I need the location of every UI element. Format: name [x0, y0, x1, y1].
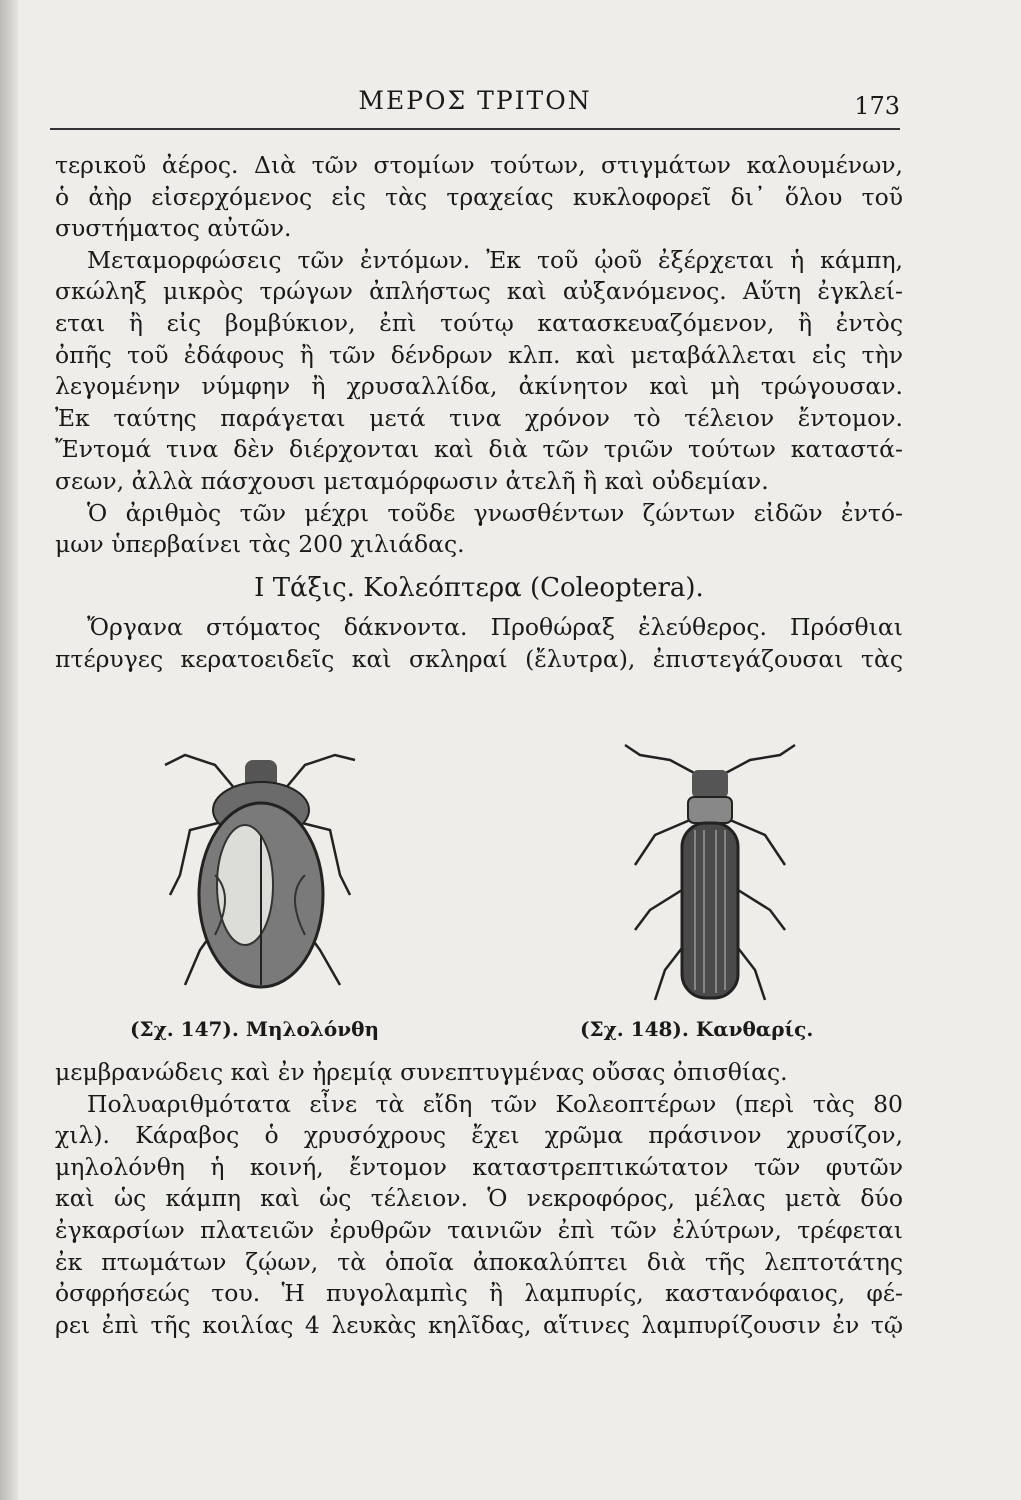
text-line: Ἔντομά τινα δὲν διέρχονται καὶ διὰ τῶν τριῶν τούτων καταστά-	[55, 435, 903, 464]
text-line: ἐγκαρσίων πλατειῶν ἐρυθρῶν ταινιῶν ἐπὶ τῶν ἐλύτρων, τρέφεται	[55, 1215, 903, 1244]
running-title: ΜΕΡΟΣ ΤΡΙΤΟΝ	[358, 86, 592, 115]
beetle-pronotum	[688, 797, 732, 823]
page-spine-shadow	[0, 0, 18, 1500]
text-line: Ἐκ ταύτης παράγεται μετά τινα χρόνον τὸ τέλειον ἔντομον.	[55, 403, 903, 432]
text-line: σεων, ἀλλὰ πάσχουσι μεταμόρφωσιν ἀτελῆ ἢ καὶ οὐδεμίαν.	[55, 466, 769, 495]
beetle-head	[692, 770, 728, 798]
text-line: εται ἢ εἰς βομβύκιον, ἐπὶ τούτῳ κατασκευαζόμενον, ἢ ἐντὸς	[55, 308, 903, 337]
cantharis-beetle-icon	[620, 735, 800, 1015]
text-line: σκώληξ μικρὸς τρώγων ἀπλήστως καὶ αὐξανόμενος. Αὕτη ἐγκλεί-	[55, 277, 903, 306]
text-line: πτέρυγες κερατοειδεῖς καὶ σκληραί (ἔλυτρα), ἐπιστεγάζουσαι τὰς	[55, 644, 903, 673]
text-line: καὶ ὡς κάμπη καὶ ὡς τέλειον. Ὁ νεκροφόρος, μέλας μετὰ δύο	[55, 1184, 903, 1213]
text-line: μηλολόνθη ἡ κοινή, ἔντομον καταστρεπτικώτατον τῶν φυτῶν	[55, 1152, 903, 1181]
beetle-body	[682, 823, 738, 998]
text-line: Ὄργανα στόματος δάκνοντα. Προθώραξ ἐλεύθερος. Πρόσθιαι	[87, 613, 903, 642]
figure-148-caption: (Σχ. 148). Κανθαρίς.	[580, 1017, 814, 1041]
text-line: Πολυαριθμότατα εἶνε τὰ εἴδη τῶν Κολεοπτέρων (περὶ τὰς 80	[87, 1089, 903, 1118]
text-line: ὀπῆς τοῦ ἐδάφους ἢ τῶν δένδρων κλπ. καὶ μεταβάλλεται εἰς τὴν	[55, 340, 903, 369]
figure-148	[620, 735, 800, 1015]
text-line: ὁ ἀὴρ εἰσερχόμενος εἰς τὰς τραχείας κυκλοφορεῖ δι᾽ ὅλου τοῦ	[55, 182, 903, 211]
figure-147-caption: (Σχ. 147). Μηλολόνθη	[130, 1017, 379, 1041]
text-line: λεγομένην νύμφην ἢ χρυσαλλίδα, ἀκίνητον καὶ μὴ τρώγουσαν.	[55, 372, 903, 401]
text-line: ρει ἐπὶ τῆς κοιλίας 4 λευκὰς κηλῖδας, αἵτινες λαμπυρίζουσιν ἐν τῷ	[55, 1310, 903, 1339]
text-line: τερικοῦ ἀέρος. Διὰ τῶν στομίων τούτων, στιγμάτων καλουμένων,	[55, 151, 903, 179]
bottom-text	[55, 1057, 903, 1341]
top-text	[55, 150, 903, 676]
text-line: ὀσφρήσεώς του. Ἡ πυγολαμπὶς ἢ λαμπυρίς, καστανόφαιος, φέ-	[55, 1279, 903, 1308]
text-line: συστήματος αὐτῶν.	[55, 214, 292, 243]
text-line: ἐκ πτωμάτων ζῴων, τὰ ὁποῖα ἀποκαλύπτει διὰ τῆς λεπτοτάτης	[55, 1247, 903, 1276]
text-line: Μεταμορφώσεις τῶν ἐντόμων. Ἐκ τοῦ ᾠοῦ ἐξέρχεται ἡ κάμπη,	[87, 245, 903, 274]
page-number: 173	[854, 92, 900, 120]
melolontha-beetle-icon	[145, 735, 375, 1015]
section-heading: Ι Τάξις. Κολεόπτερα (Coleoptera).	[254, 572, 704, 603]
text-line: χιλ). Κάραβος ὁ χρυσόχρους ἔχει χρῶμα πράσινον χρυσίζον,	[55, 1121, 903, 1150]
text-line: Ὁ ἀριθμὸς τῶν μέχρι τοῦδε γνωσθέντων ζώντων εἰδῶν ἐντό-	[87, 498, 903, 527]
text-line: μεμβρανώδεις καὶ ἐν ἠρεμίᾳ συνεπτυγμένας οὔσας ὀπισθίας.	[55, 1058, 788, 1086]
page-header	[50, 86, 900, 126]
figures-area	[60, 735, 900, 1065]
beetle-elytron-highlight	[217, 825, 273, 945]
figure-147	[145, 735, 375, 1015]
text-line: μων ὑπερβαίνει τὰς 200 χιλιάδας.	[55, 530, 465, 559]
header-rule	[50, 128, 900, 130]
